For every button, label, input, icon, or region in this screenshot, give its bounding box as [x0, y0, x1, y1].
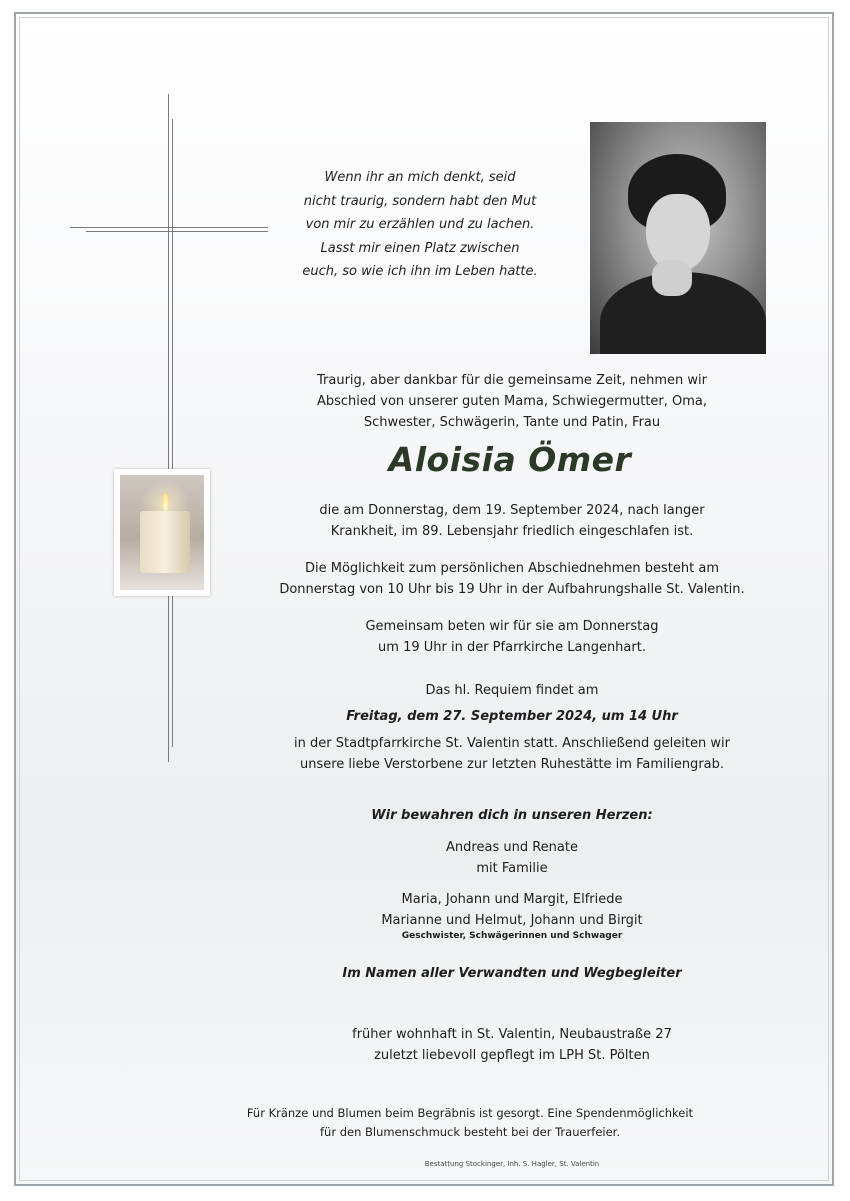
death-notice: die am Donnerstag, dem 19. September 2024, nach langer Krankheit, im 89. Lebensjahr friedlich eingeschlafen ist.: [319, 503, 705, 539]
requiem-intro: Das hl. Requiem findet am: [425, 683, 599, 698]
on-behalf-line: Im Namen aller Verwandten und Wegbegleiter: [342, 966, 682, 981]
flowers-note: Für Kränze und Blumen beim Begräbnis ist gesorgt. Eine Spendenmöglichkeit für den Blumenschmuck besteht bei der Trauerfeier.: [246, 1106, 694, 1139]
viewing-info: Die Möglichkeit zum persönlichen Abschiednehmen besteht am Donnerstag von 10 Uhr bis 19 Uhr in der Aufbahrungshalle St. Valentin.: [279, 561, 745, 597]
requiem-date: Freitag, dem 27. September 2024, um 14 Uhr: [346, 709, 678, 724]
family-group-2: Maria, Johann und Margit, Elfriede Marianne und Helmut, Johann und Birgit: [381, 892, 643, 928]
intro-text: Traurig, aber dankbar für die gemeinsame Zeit, nehmen wir Abschied von unserer guten Mama, Schwiegermutter, Oma, Schwester, Schwägerin, Tante und Patin, Frau: [316, 373, 708, 430]
portrait-photo: [590, 122, 766, 354]
candle-icon: [140, 511, 190, 573]
requiem-details: in der Stadtpfarrkirche St. Valentin statt. Anschließend geleiten wir unsere liebe Verstorbene zur letzten Ruhestätte im Familiengrab.: [294, 736, 730, 772]
cross-horizontal-line-inner: [86, 231, 268, 232]
cross-vertical-line: [168, 94, 169, 762]
prayer-info: Gemeinsam beten wir für sie am Donnerstag um 19 Uhr in der Pfarrkirche Langenhart.: [365, 619, 659, 655]
flame-icon: [162, 493, 169, 511]
cross-horizontal-line: [70, 227, 268, 228]
cross-vertical-line-inner: [172, 119, 173, 747]
quote: Wenn ihr an mich denkt, seid nicht traurig, sondern habt den Mut von mir zu erzählen und zu lachen. Lasst mir einen Platz zwischen euch, so wie ich ihn im Leben hatte.: [302, 170, 538, 279]
hearts-heading: Wir bewahren dich in unseren Herzen:: [371, 808, 653, 823]
family-group-1: Andreas und Renate mit Familie: [446, 840, 578, 876]
address-info: früher wohnhaft in St. Valentin, Neubaustraße 27 zuletzt liebevoll gepflegt im LPH St. Pölten: [352, 1027, 672, 1063]
candle-image: [114, 469, 210, 596]
family-group-2-caption: Geschwister, Schwägerinnen und Schwager: [401, 931, 623, 941]
undertaker-credit: Bestattung Stockinger, Inh. S. Hagler, St. Valentin: [424, 1160, 600, 1168]
deceased-name: Aloisia Ömer: [388, 440, 632, 479]
